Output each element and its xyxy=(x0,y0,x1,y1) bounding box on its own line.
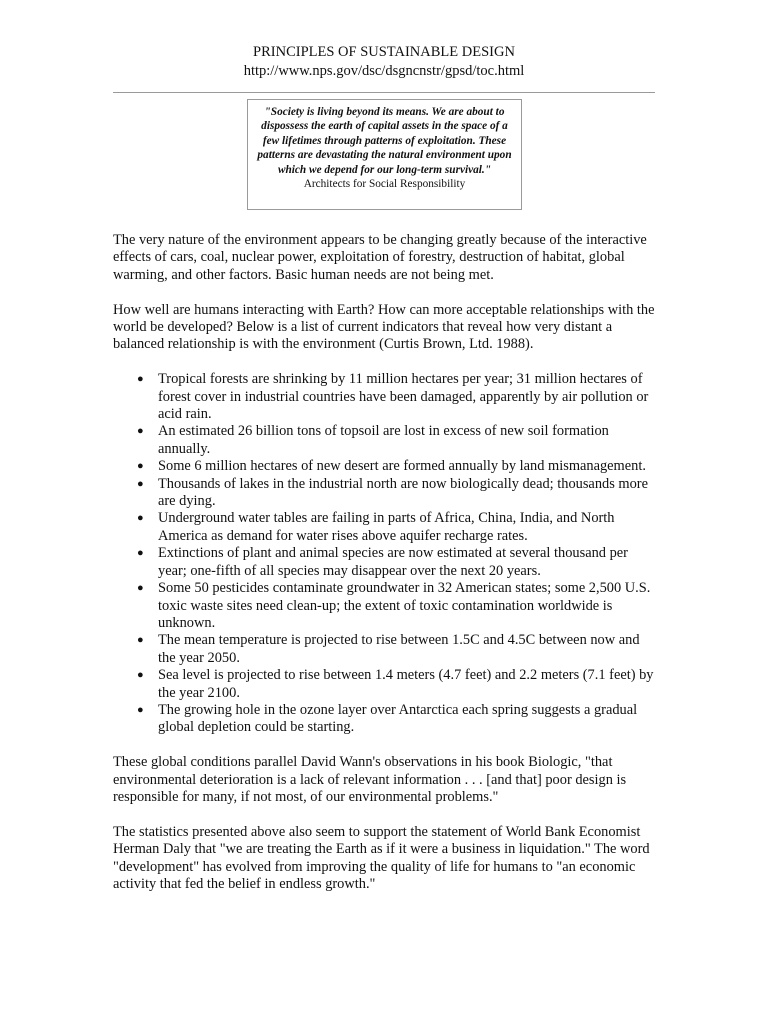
header-divider xyxy=(113,92,655,93)
paragraph-daly: The statistics presented above also seem to support the statement of World Bank Economist Herman Daly that "we are treating the Earth as if it were a business in liquidation." The word "development" has evolved from improving the quality of life for humans to "an economic activity that fed the belief in endless growth." xyxy=(113,823,650,892)
list-item-text: Some 6 million hectares of new desert are formed annually by land mismanagement. xyxy=(158,458,646,475)
list-item xyxy=(113,702,658,737)
body-text xyxy=(113,232,658,911)
bullet-icon: ● xyxy=(137,669,144,682)
document-header xyxy=(0,43,768,81)
bullet-icon: ● xyxy=(137,373,144,386)
bullet-icon: ● xyxy=(137,460,144,473)
list-item-text: The mean temperature is projected to rise between 1.5C and 4.5C between now and the year 2050. xyxy=(158,632,640,666)
document-title: PRINCIPLES OF SUSTAINABLE DESIGN xyxy=(253,44,515,60)
list-item xyxy=(113,667,658,702)
bullet-icon: ● xyxy=(137,547,144,560)
list-item xyxy=(113,632,658,667)
list-item-text: Tropical forests are shrinking by 11 million hectares per year; 31 million hectares of forest cover in industrial countries have been damaged, apparently by air pollution or acid rain. xyxy=(158,371,649,423)
list-item-text: An estimated 26 billion tons of topsoil are lost in excess of new soil formation annually. xyxy=(158,423,609,457)
list-item xyxy=(113,580,658,632)
paragraph-question: How well are humans interacting with Earth? How can more acceptable relationships with the world be developed? Below is a list of current indicators that reveal how very distant a balanced relationship is with the environment (Curtis Brown, Ltd. 1988). xyxy=(113,301,655,353)
list-item xyxy=(113,371,658,423)
bullet-icon: ● xyxy=(137,634,144,647)
quote-attribution: Architects for Social Responsibility xyxy=(303,178,466,191)
indicator-list xyxy=(113,371,658,737)
list-item xyxy=(113,510,658,545)
bullet-icon: ● xyxy=(137,703,144,716)
list-item xyxy=(113,458,658,475)
list-item xyxy=(113,545,658,580)
list-item-text: Extinctions of plant and animal species are now estimated at several thousand per year; one-fifth of all species may disappear over the next 20 years. xyxy=(158,545,628,579)
bullet-icon: ● xyxy=(137,512,144,525)
list-item-text: The growing hole in the ozone layer over Antarctica each spring suggests a gradual global depletion could be starting. xyxy=(158,701,638,736)
paragraph-intro: The very nature of the environment appears to be changing greatly because of the interactive effects of cars, coal, nuclear power, exploitation of forestry, destruction of habitat, global warming, and other factors. Basic human needs are not being met. xyxy=(113,232,647,283)
list-item xyxy=(113,423,658,458)
list-item-text: Some 50 pesticides contaminate groundwater in 32 American states; some 2,500 U.S. toxic waste sites need clean-up; the extent of toxic contamination worldwide is unknown. xyxy=(158,580,651,631)
source-url: http://www.nps.gov/dsc/dsgncnstr/gpsd/toc.html xyxy=(243,63,525,79)
bullet-icon: ● xyxy=(137,477,144,490)
list-item xyxy=(113,476,658,511)
bullet-icon: ● xyxy=(137,425,144,438)
list-item-text: Thousands of lakes in the industrial north are now biologically dead; thousands more are dying. xyxy=(158,475,648,510)
list-item-text: Sea level is projected to rise between 1.4 meters (4.7 feet) and 2.2 meters (7.1 feet) by the year 2100. xyxy=(158,667,654,701)
list-item-text: Underground water tables are failing in parts of Africa, China, India, and North America as demand for water rises above aquifer recharge rates. xyxy=(158,510,615,544)
quote-text: "Society is living beyond its means. We are about to dispossess the earth of capital assets in the space of a few lifetimes through patterns of exploitation. These patterns are devastating the natural environment upon which we depend for our long-term survival." xyxy=(257,106,512,176)
bullet-icon: ● xyxy=(137,582,144,595)
quote-box xyxy=(247,99,522,210)
paragraph-wann: These global conditions parallel David Wann's observations in his book Biologic, "that environmental deterioration is a lack of relevant information . . . [and that] poor design is responsible for many, if not most, of our environmental problems." xyxy=(113,754,627,805)
